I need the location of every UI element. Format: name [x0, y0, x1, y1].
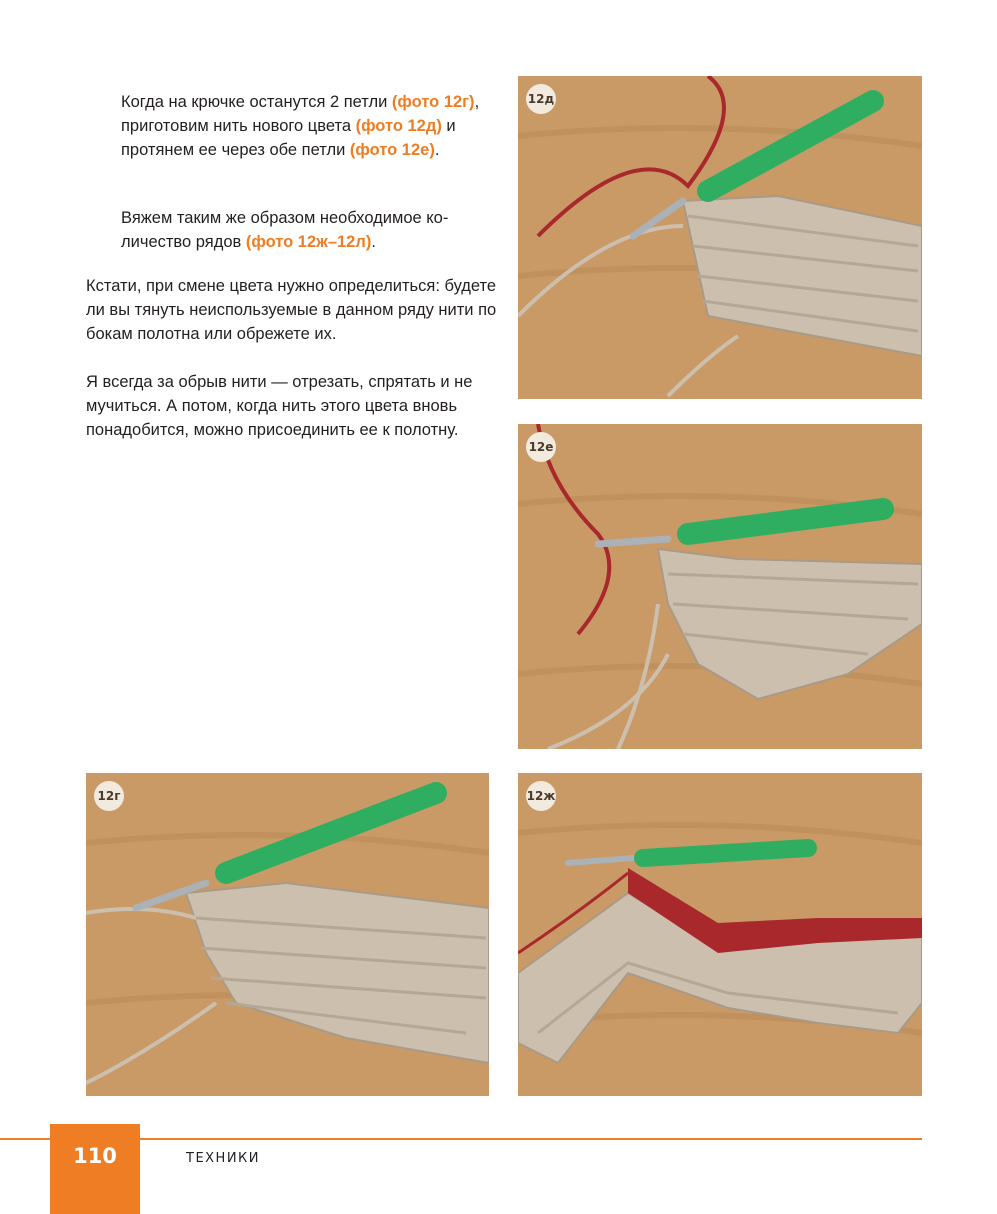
- photo-badge: 12ж: [526, 781, 556, 811]
- crochet-illustration: [86, 773, 489, 1096]
- photo-badge: 12г: [94, 781, 124, 811]
- photo-12d: [518, 76, 922, 399]
- text-run: Когда на крючке останутся 2 петли: [121, 93, 392, 111]
- photo-12e: [518, 424, 922, 749]
- text-run: Вяжем таким же образом необходимое количество рядов: [121, 209, 449, 251]
- text-run: .: [434, 141, 440, 159]
- text-run: и протянем ее через обе петли: [121, 117, 456, 159]
- photo-badge: 12д: [526, 84, 556, 114]
- paragraph-2: [121, 206, 496, 254]
- paragraph-1: [121, 90, 491, 162]
- text-run: , приготовим нить нового цвета: [121, 93, 480, 135]
- crochet-illustration: [518, 424, 922, 749]
- crochet-illustration: [518, 76, 922, 399]
- paragraph-3: Кстати, при смене цвета нужно определиться: будете ли вы тянуть неиспользуемые в данном ряду нити по бокам полотна или обрежете их.: [86, 277, 497, 343]
- photo-12g: [86, 773, 489, 1096]
- photo-ref: (фото 12г): [391, 93, 475, 111]
- paragraph-4: Я всегда за обрыв нити — отрезать, спрятать и не мучиться. А потом, когда нить этого цвета вновь понадобится, можно присоединить ее к полотну.: [86, 373, 473, 439]
- page-number: 110: [50, 1124, 140, 1214]
- photo-12zh: [518, 773, 922, 1096]
- photo-badge: 12е: [526, 432, 556, 462]
- text-run: .: [371, 233, 376, 251]
- crochet-illustration: [518, 773, 922, 1096]
- photo-ref: (фото 12е): [349, 141, 435, 159]
- photo-ref: (фото 12д): [355, 117, 442, 135]
- photo-ref: (фото 12ж–12л): [245, 233, 372, 251]
- section-title: ТЕХНИКИ: [186, 1151, 261, 1166]
